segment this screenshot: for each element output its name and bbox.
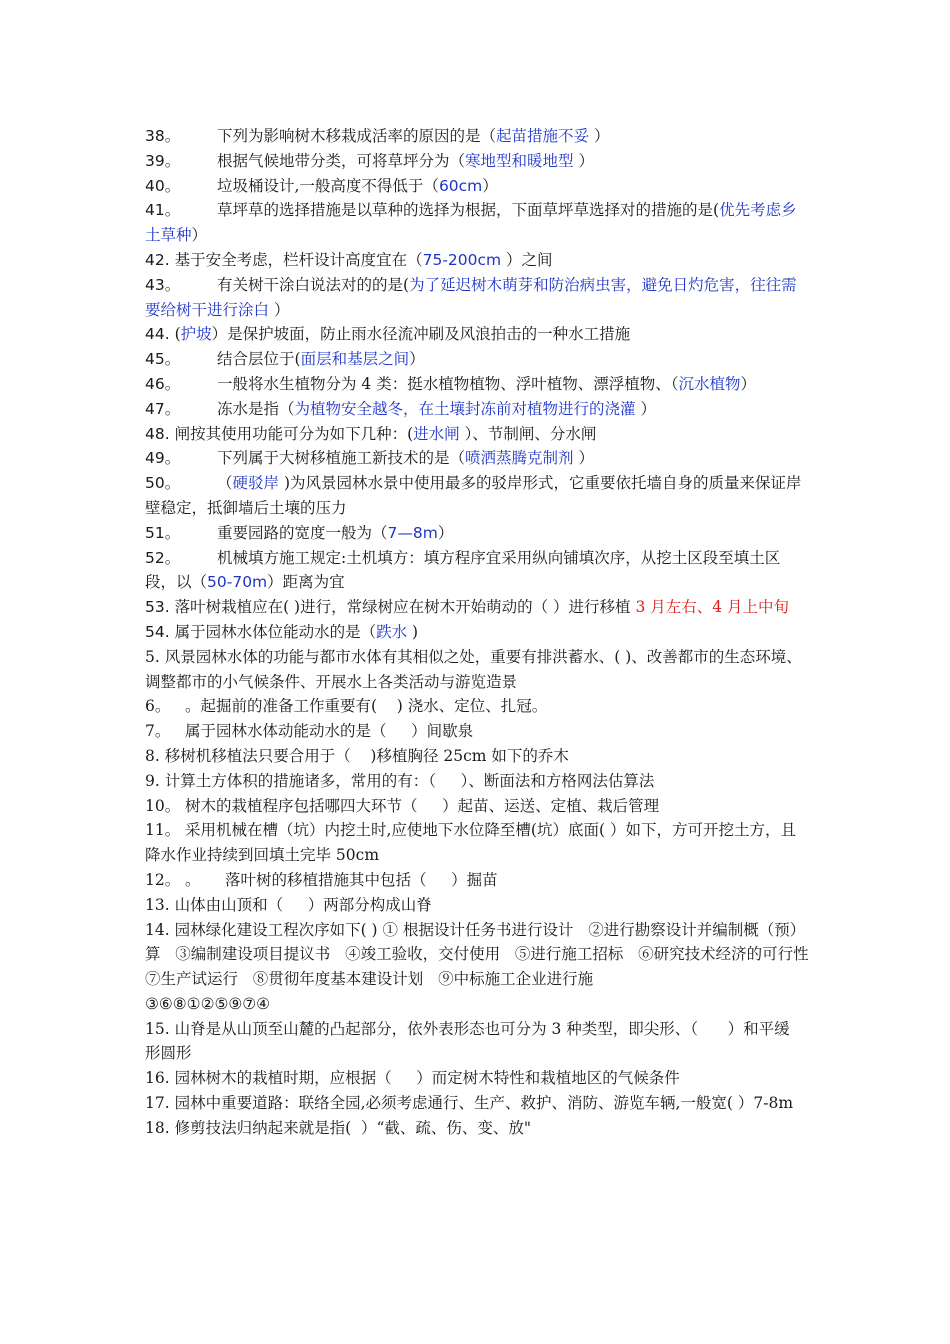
question-item [145,397,810,422]
question-item [145,174,810,199]
question-item [145,149,810,174]
answer-text: 为植物安全越冬，在土壤封冻前对植物进行的浇灌 [294,399,636,418]
question-item: 8. 移树机移植法只要合用于（ )移植胸径 25cm 如下的乔木 [145,746,569,765]
question-number: 50。 [145,474,181,493]
question-text-tail: ） [573,151,594,170]
answer-text: 喷洒蒸腾克制剂 [465,449,574,468]
question-item [145,521,810,546]
question-item [145,595,810,620]
question-item: 13. 山体由山顶和（ ）两部分构成山脊 [145,895,432,914]
question-text: 属于园林水体位能动水的是（ [169,622,377,641]
question-text-tail: ） [482,176,498,195]
question-item: ③⑥⑧①②⑤⑨⑦④ [145,994,271,1013]
question-number: 45。 [145,350,181,369]
answer-text: 50-70m [207,573,268,592]
question-item [145,620,810,645]
question-text-tail: ）之间 [501,250,553,269]
question-text-tail: ） [269,300,290,319]
question-text: 落叶树栽植应在( )进行，常绿树应在树木开始萌动的（ ）进行移植 [169,598,636,617]
question-text: 草坪草的选择措施是以草种的选择为根据，下面草坪草选择对的措施的是( [180,201,720,220]
question-item: 形圆形 [145,1044,192,1063]
question-number: 44. [145,325,170,344]
question-number: 54. [145,622,170,641]
question-item: 6。 。起掘前的准备工作重要有( ) 浇水、定位、扎冠。 [145,697,548,716]
question-item [145,347,810,372]
question-text: 下列属于大树移植施工新技术的是（ [180,449,466,468]
answer-text: 为了延迟树木萌芽和防治病虫害，避免日灼危害，往往需要给树干进行涂白 [145,275,797,319]
question-item [145,471,810,521]
question-number: 46。 [145,374,181,393]
answered-question-list [145,124,810,645]
question-number: 48. [145,424,170,443]
question-text: 冻水是指（ [180,399,295,418]
question-text-tail: ) [407,622,419,641]
answer-text: 起苗措施不妥 [496,127,590,145]
question-item [145,546,810,596]
question-number: 53. [145,598,170,617]
question-item [145,273,810,323]
question-item [145,198,810,248]
question-text-tail: ）、节制闸、分水闸 [459,424,597,443]
question-number: 39。 [145,151,181,170]
question-item [145,422,810,447]
question-text: 闸按其使用功能可分为如下几种：( [169,424,414,443]
answer-text-red: 3 月左右、4 月上中旬 [635,598,790,617]
question-item [145,248,810,273]
question-item: 18. 修剪技法归纳起来就是指( ）“截、疏、伤、变、放" [145,1118,532,1137]
question-text: （ [180,474,233,493]
question-item: 7。 属于园林水体动能动水的是（ ）间歇泉 [145,722,474,741]
answer-text: 跌水 [376,622,408,641]
question-item: 12。 。 落叶树的移植措施其中包括（ ）掘苗 [145,870,498,889]
question-text: 结合层位于( [180,350,301,369]
answer-text: 沉水植物 [678,374,741,393]
question-text: ( [169,325,181,344]
question-item: 17. 园林中重要道路：联络全园,必须考虑通行、生产、救护、消防、游览车辆,一般宽( ）7-8m [145,1094,794,1113]
question-text-tail: ） [191,226,208,245]
question-text: 下列为影响树木移栽成活率的原因的是（ [180,127,497,145]
question-number: 49。 [145,449,181,468]
question-text-tail: ） [409,350,425,369]
question-text-tail: ） [437,523,454,542]
question-number: 52。 [145,548,181,567]
answer-text: 护坡 [180,325,212,344]
answer-text: 优先考虑乡土草种 [145,201,797,245]
question-text-tail: )为风景园林水景中使用最多的驳岸形式，它重要依托墙自身的质量来保证岸壁稳定，抵御墙后土壤的压力 [145,474,802,517]
question-item: 9. 计算土方体积的措施诸多，常用的有：（ ）、断面法和方格网法估算法 [145,771,655,790]
question-item: 11。 采用机械在槽（坑）内挖土时,应使地下水位降至槽(坑）底面( ）如下，方可开挖土方，且降水作业持续到回填土完毕 50cm [145,821,796,865]
question-text: 有关树干涂白说法对的的是( [180,275,410,294]
answer-text: 进水闸 [413,424,460,443]
question-text-tail: ）是保护坡面，防止雨水径流冲刷及风浪拍击的一种水工措施 [211,325,631,344]
answer-text: 寒地型和暖地型 [465,151,574,170]
question-number: 42. [145,250,170,269]
unanswered-question-list [145,645,824,1141]
question-text: 基于安全考虑，栏杆设计高度宜在（ [169,250,423,269]
question-text: 根据气候地带分类，可将草坪分为（ [180,151,466,170]
question-text: 一般将水生植物分为 4 类：挺水植物植物、浮叶植物、漂浮植物、（ [180,374,679,393]
question-item: 10。 树木的栽植程序包括哪四大环节（ ）起苗、运送、定植、栽后管理 [145,796,660,815]
question-item [145,446,810,471]
question-number: 41。 [145,201,181,220]
question-item: 14. 园林绿化建设工程次序如下( ) ① 根据设计任务书进行设计 ②进行勘察设计并编制概（预）算 ③编制建设项目提议书 ④竣工验收，交付使用 ⑤进行施工招标 ⑥研究技术经济的可行性 ⑦生产试运行 ⑧贯彻年度基本建设计划 ⑨中标施工企业进行施 [145,920,824,989]
answer-text: 75-200cm [422,250,502,269]
question-text-tail: ） [740,374,756,393]
question-item: 16. 园林树木的栽植时期，应根据（ ）而定树木特性和栽植地区的气候条件 [145,1069,680,1088]
answer-text: 面层和基层之间 [300,350,410,369]
question-number: 43。 [145,275,181,294]
question-item [145,124,810,149]
question-number: 47。 [145,399,181,418]
question-number: 51。 [145,523,181,542]
question-number: 40。 [145,176,181,195]
answer-text: 硬驳岸 [232,474,280,493]
answer-text: 60cm [438,176,483,195]
question-item [145,372,810,397]
question-item: 15. 山脊是从山顶至山麓的凸起部分，依外表形态也可分为 3 种类型，即尖形、（ ）和平缓 [145,1019,790,1038]
question-text: 机械填方施工规定:土机填方：填方程序宜采用纵向铺填次序，从挖土区段至填土区段，以（ [145,548,781,592]
question-item: 5. 风景园林水体的功能与都市水体有其相似之处，重要有排洪蓄水、( )、改善都市的生态环境、调整都市的小气候条件、开展水上各类活动与游览造景 [145,647,802,691]
question-text-tail: ）距离为宜 [267,573,345,592]
question-text: 重要园路的宽度一般为（ [180,523,388,542]
question-number: 38。 [145,127,181,145]
question-text-tail: ） [589,127,610,145]
answer-text: 7—8m [387,523,438,542]
question-text-tail: ） [635,399,656,418]
question-item [145,322,810,347]
question-text-tail: ） [573,449,594,468]
question-text: 垃圾桶设计,一般高度不得低于（ [180,176,439,195]
